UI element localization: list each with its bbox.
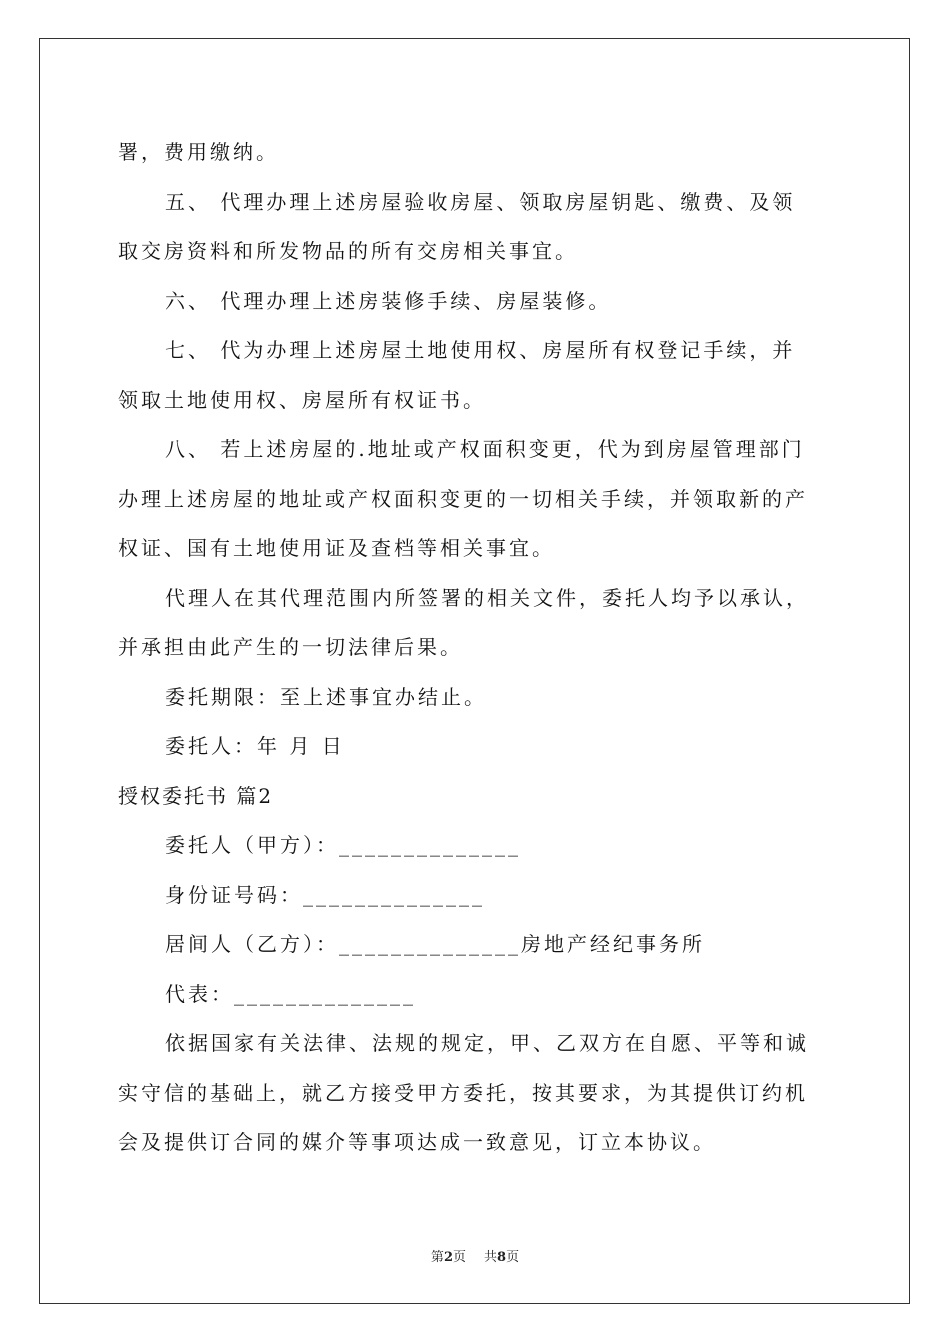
text-line: 六、 代理办理上述房装修手续、房屋装修。: [165, 288, 612, 313]
text-line: 署，费用缴纳。: [118, 140, 279, 164]
text-line: 实守信的基础上，就乙方接受甲方委托，按其要求，为其提供订约机: [118, 1080, 808, 1105]
page-prefix: 第: [430, 1250, 444, 1265]
text-line: 身份证号码：______________: [165, 882, 485, 907]
text-line: 委托人（甲方）：______________: [165, 833, 521, 857]
text-line: 代表：______________: [165, 981, 416, 1006]
total-prefix: 共: [484, 1250, 498, 1265]
text-line: 并承担由此产生的一切法律后果。: [118, 635, 463, 659]
page-suffix: 页: [452, 1250, 466, 1265]
section-heading: 授权委托书 篇2: [118, 783, 274, 808]
text-line: 代理人在其代理范围内所签署的相关文件，委托人均予以承认，: [165, 585, 809, 610]
text-line: 领取土地使用权、房屋所有权证书。: [118, 387, 486, 412]
document-body: [118, 128, 838, 1168]
text-line: 依据国家有关法律、法规的规定，甲、乙双方在自愿、平等和诚: [165, 1031, 809, 1055]
total-pages: 8: [497, 1250, 507, 1265]
page-footer: [0, 1246, 950, 1265]
text-line: 五、 代理办理上述房屋验收房屋、领取房屋钥匙、缴费、及领: [165, 189, 796, 214]
text-line: 会及提供订合同的媒介等事项达成一致意见，订立本协议。: [118, 1130, 716, 1154]
text-line: 居间人（乙方）：______________房地产经纪事务所: [165, 932, 705, 956]
text-line: 委托期限：至上述事宜办结止。: [165, 684, 487, 709]
total-suffix: 页: [506, 1250, 520, 1265]
page-number: 2: [443, 1250, 453, 1265]
text-line: 取交房资料和所发物品的所有交房相关事宜。: [118, 239, 578, 263]
text-line: 委托人：年 月 日: [165, 734, 345, 758]
text-line: 八、 若上述房屋的.地址或产权面积变更，代为到房屋管理部门: [165, 437, 805, 461]
text-line: 七、 代为办理上述房屋土地使用权、房屋所有权登记手续，并: [165, 338, 796, 362]
text-line: 权证、国有土地使用证及查档等相关事宜。: [118, 536, 555, 560]
text-line: 办理上述房屋的地址或产权面积变更的一切相关手续，并领取新的产: [118, 486, 808, 511]
